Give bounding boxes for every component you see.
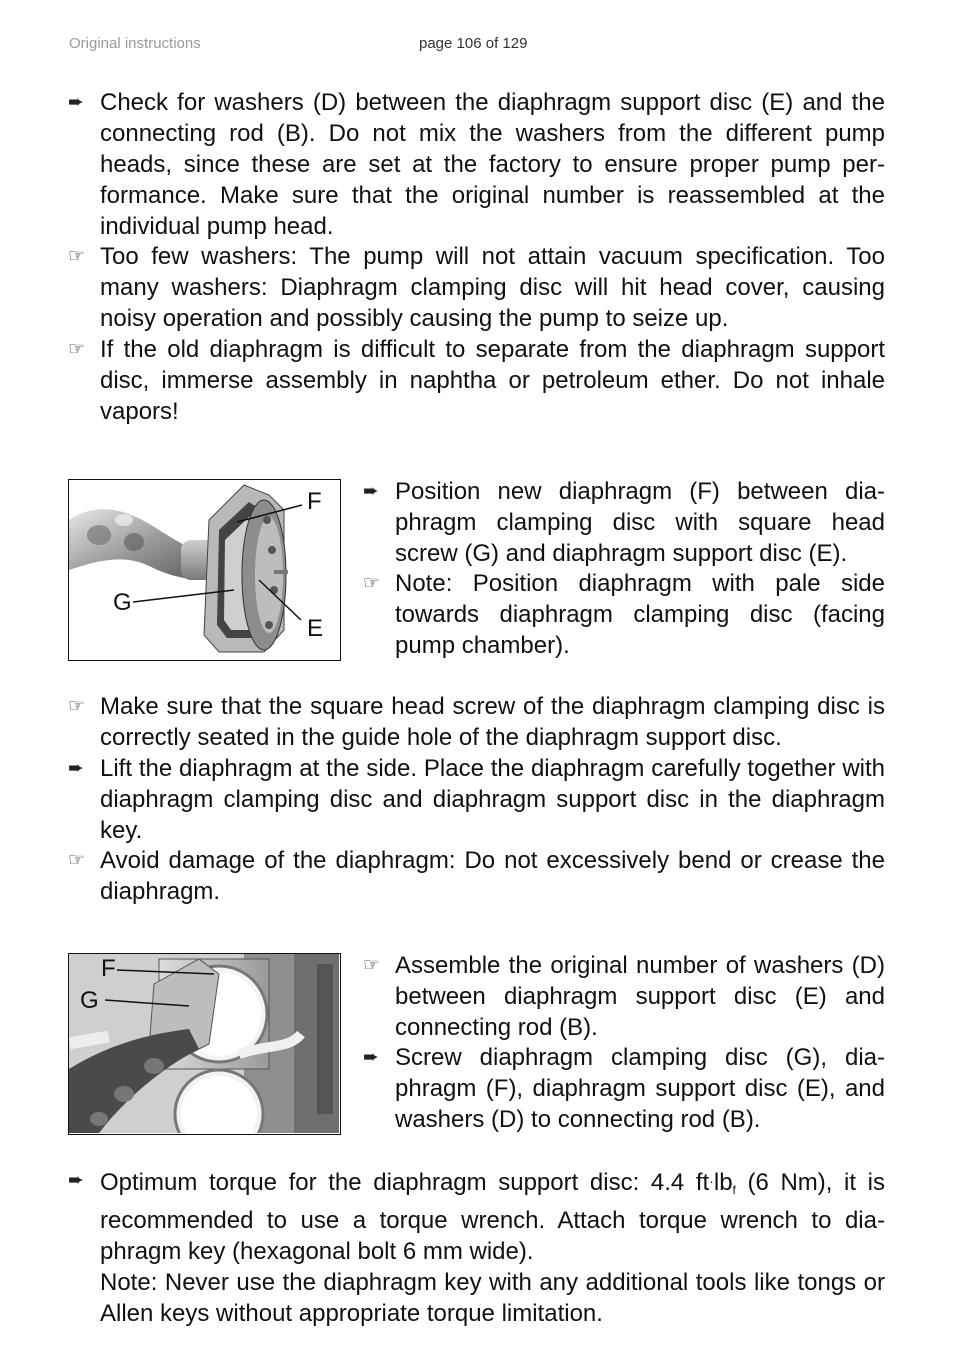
torque-unit: lb — [713, 1169, 733, 1196]
arrow-right-icon: ➨ — [68, 758, 84, 779]
note-text: Make sure that the square head screw of the diaphragm clamping disc is correctly seated in the guide hole of the diaphragm support disc. — [100, 693, 885, 751]
header-document-type: Original instructions — [69, 35, 201, 52]
pointing-hand-icon: ☞ — [68, 339, 86, 360]
instruction-item — [68, 754, 885, 847]
torque-text-end: (6 Nm), it is recommended to use a torque wrench. Attach torque wrench to diaphragm key (hexagonal bolt 6 mm wide). — [100, 1169, 885, 1265]
note-item — [68, 692, 885, 754]
torque-instruction-text — [100, 1166, 885, 1268]
instruction-item — [363, 1043, 885, 1136]
note-text: If the old diaphragm is difficult to separate from the diaphragm support disc, immerse assembly in naphtha or petroleum ether. Do not inhale vapors! — [100, 336, 885, 425]
label-f: F — [307, 488, 322, 515]
torque-text-start: Optimum torque for the diaphragm support disc: 4.4 ft — [100, 1169, 710, 1196]
arrow-right-icon: ➨ — [363, 1047, 379, 1068]
pointing-hand-icon: ☞ — [68, 850, 86, 871]
label-f: F — [101, 955, 116, 982]
note-item — [363, 569, 885, 662]
note-item — [68, 846, 885, 908]
pointing-hand-icon: ☞ — [363, 955, 381, 976]
torque-unit-subscript: f — [732, 1183, 736, 1197]
note-text: Avoid damage of the diaphragm: Do not excessively bend or crease the diaphragm. — [100, 847, 885, 905]
note-text: Assemble the original number of washers (D) between diaphragm support disc (E) and connecting rod (B). — [395, 952, 885, 1041]
note-item — [68, 242, 885, 335]
arrow-right-icon: ➨ — [68, 92, 84, 113]
torque-dot: · — [709, 1173, 714, 1189]
pointing-hand-icon: ☞ — [68, 246, 86, 267]
instruction-item — [363, 477, 885, 570]
label-g: G — [113, 589, 132, 616]
label-e: E — [307, 615, 324, 642]
note-item — [68, 335, 885, 428]
label-g: G — [80, 987, 99, 1014]
arrow-right-icon: ➨ — [68, 1170, 84, 1191]
instruction-text: Check for washers (D) between the diaphragm support disc (E) and the connecting rod (B). Do not mix the washers from the different pump heads, since these are set at the factory to ensure proper pump performance. Make sure that the original number is reassembled at the individual pump head. — [100, 89, 885, 240]
note-text: Too few washers: The pump will not attain vacuum specification. Too many washers: Diaphragm clamping disc will hit head cover, causing noisy operation and possibly causing the pump to seize up. — [100, 243, 885, 332]
diaphragm-key-photo — [68, 953, 341, 1135]
instruction-text: Screw diaphragm clamping disc (G), diaphragm (F), diaphragm support disc (E), and washers (D) to connecting rod (B). — [395, 1044, 885, 1133]
instruction-text: Lift the diaphragm at the side. Place the diaphragm carefully together with diaphragm clamping disc and diaphragm support disc in the diaphragm key. — [100, 755, 885, 844]
instruction-item — [68, 1166, 885, 1330]
diaphragm-assembly-photo — [68, 479, 341, 661]
note-text: Note: Position diaphragm with pale side towards diaphragm clamping disc (facing pump chamber). — [395, 570, 885, 659]
pointing-hand-icon: ☞ — [68, 696, 86, 717]
note-item — [363, 951, 885, 1044]
instruction-item — [68, 88, 885, 243]
page-number: page 106 of 129 — [419, 35, 528, 52]
torque-note: Note: Never use the diaphragm key with any additional tools like tongs or Allen keys without appropriate torque limitation. — [100, 1268, 885, 1327]
pointing-hand-icon: ☞ — [363, 573, 381, 594]
arrow-right-icon: ➨ — [363, 481, 379, 502]
instruction-text: Position new diaphragm (F) between diaphragm clamping disc with square head screw (G) and diaphragm support disc (E). — [395, 478, 885, 567]
